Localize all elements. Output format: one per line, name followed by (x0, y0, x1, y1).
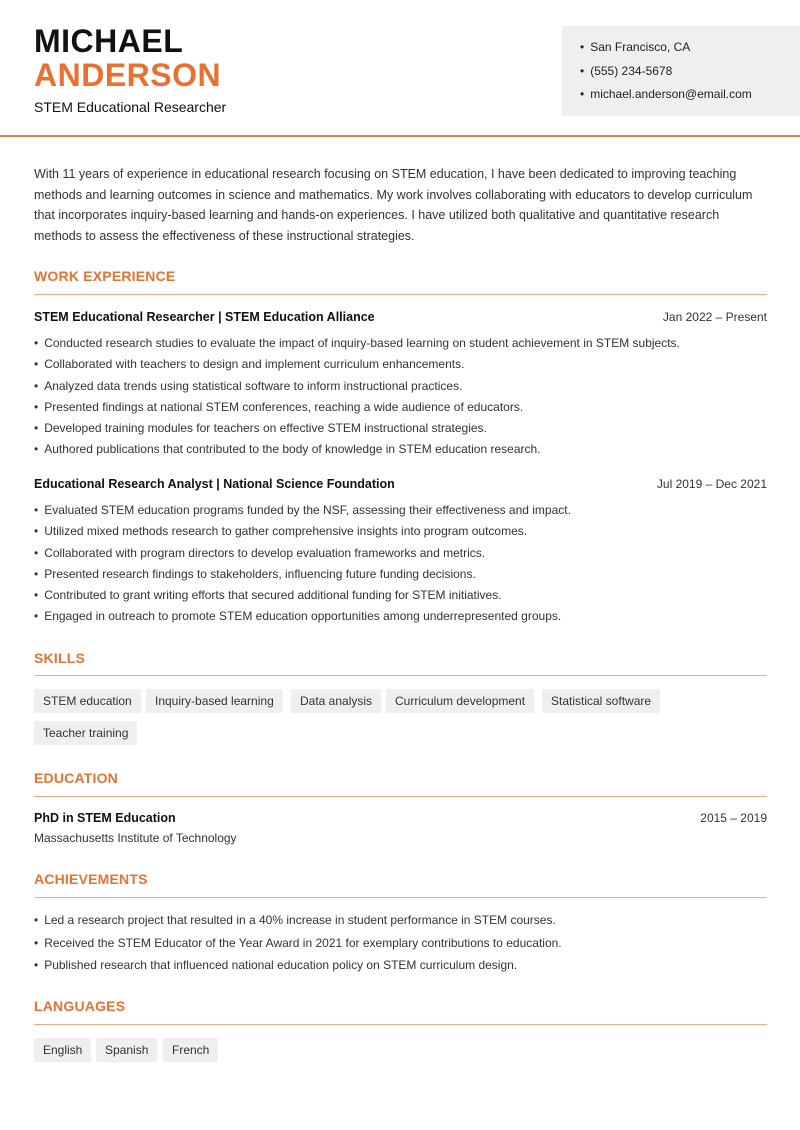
job-bullets (34, 334, 767, 462)
list-item: • Collaborated with teachers to design and implement curriculum enhancements. (34, 355, 767, 376)
language-chip: French (163, 1038, 218, 1062)
skills-heading: SKILLS (34, 650, 85, 666)
list-item: • Utilized mixed methods research to gather comprehensive insights into program outcomes. (34, 522, 767, 543)
list-item: • Developed training modules for teachers on effective STEM instructional strategies. (34, 419, 767, 440)
list-item: • Analyzed data trends using statistical software to inform instructional practices. (34, 377, 767, 398)
language-chip: Spanish (96, 1038, 157, 1062)
list-item: • Published research that influenced national education policy on STEM curriculum design. (34, 956, 767, 979)
skill-chip: Data analysis (291, 689, 381, 713)
list-item: • Evaluated STEM education programs funded by the NSF, assessing their effectiveness and impact. (34, 501, 767, 522)
achievements-heading: ACHIEVEMENTS (34, 871, 148, 887)
education-dates: 2015 – 2019 (700, 811, 767, 825)
skills-divider (34, 675, 767, 676)
job-header (34, 477, 767, 491)
language-chip: English (34, 1038, 91, 1062)
skill-chip: STEM education (34, 689, 141, 713)
education-heading: EDUCATION (34, 770, 118, 786)
list-item: • Authored publications that contributed to the body of knowledge in STEM education research. (34, 440, 767, 461)
last-name: ANDERSON (34, 57, 222, 93)
list-item: • Received the STEM Educator of the Year Award in 2021 for exemplary contributions to education. (34, 934, 767, 957)
work-experience-divider (34, 294, 767, 295)
list-item: • Presented findings at national STEM conferences, reaching a wide audience of educators. (34, 398, 767, 419)
list-item: • Conducted research studies to evaluate the impact of inquiry-based learning on student achievement in STEM subjects. (34, 334, 767, 355)
achievements-list (34, 911, 767, 979)
contact-list (580, 38, 752, 109)
list-item: • Engaged in outreach to promote STEM education opportunities among underrepresented groups. (34, 607, 767, 628)
job-dates: Jul 2019 – Dec 2021 (656, 477, 767, 491)
skill-chip: Inquiry-based learning (146, 689, 283, 713)
list-item: • Contributed to grant writing efforts that secured additional funding for STEM initiatives. (34, 586, 767, 607)
job-dates: Jan 2022 – Present (662, 310, 767, 324)
skill-chip: Curriculum development (386, 689, 534, 713)
list-item: • Collaborated with program directors to develop evaluation frameworks and metrics. (34, 544, 767, 565)
skill-chip: Statistical software (542, 689, 660, 713)
work-experience-heading: WORK EXPERIENCE (34, 268, 176, 284)
summary-paragraph: With 11 years of experience in educational research focusing on STEM education, I have been dedicated to improving teaching methods and learning outcomes in science and mathematics. My work involves collaborating with educators to develop curriculum that incorporates inquiry-based learning and hands-on experiences. I have utilized both qualitative and quantitative research methods to assess the effectiveness of these instructional strategies. (34, 167, 753, 243)
skill-chip: Teacher training (34, 721, 137, 745)
education-degree: PhD in STEM Education (34, 811, 176, 825)
resume-header (0, 0, 800, 137)
contact-email: • michael.anderson@email.com (580, 85, 752, 109)
list-item: • Led a research project that resulted in a 40% increase in student performance in STEM courses. (34, 911, 767, 934)
education-school: Massachusetts Institute of Technology (34, 831, 237, 845)
languages-heading: LANGUAGES (34, 998, 126, 1014)
list-item: • Presented research findings to stakeholders, influencing future funding decisions. (34, 565, 767, 586)
achievements-divider (34, 897, 767, 898)
education-divider (34, 796, 767, 797)
job-role: Educational Research Analyst | National Science Foundation (34, 477, 395, 491)
job-role: STEM Educational Researcher | STEM Education Alliance (34, 310, 375, 324)
contact-location: • San Francisco, CA (580, 38, 752, 62)
job-bullets (34, 501, 767, 629)
contact-box (562, 26, 800, 116)
job-title: STEM Educational Researcher (34, 99, 227, 115)
languages-divider (34, 1024, 767, 1025)
job-header (34, 310, 767, 324)
contact-phone: • (555) 234-5678 (580, 62, 752, 86)
first-name: MICHAEL (34, 23, 184, 59)
